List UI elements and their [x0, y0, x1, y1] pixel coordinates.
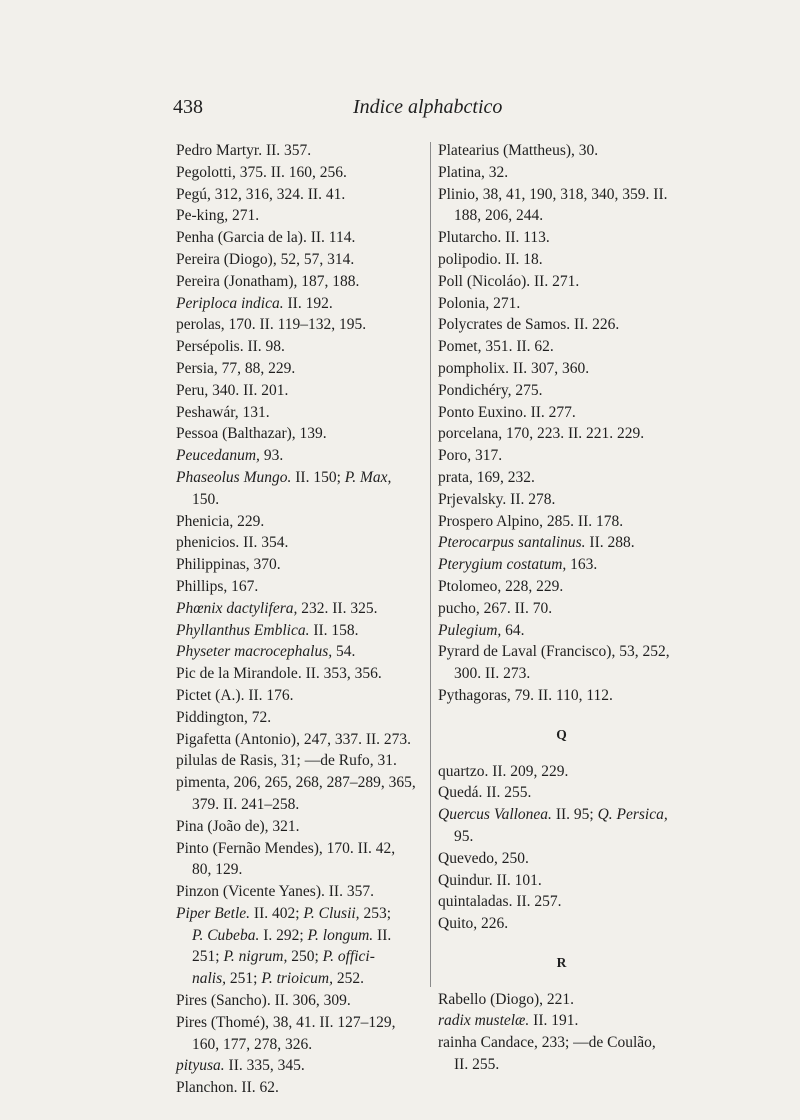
index-entry-text: Pic de la Mirandole. II. 353, 356. [176, 665, 382, 683]
index-entry-text: phenicios. II. 354. [176, 534, 289, 552]
index-entry [438, 402, 686, 424]
index-entry [438, 804, 686, 848]
index-entry-text: Persia, 77, 88, 229. [176, 359, 296, 377]
index-entry-text: Quevedo, 250. [438, 849, 529, 867]
index-entry [438, 761, 686, 783]
index-entry-text: Platearius (Mattheus), 30. [438, 142, 599, 159]
index-entry [438, 380, 686, 402]
index-entry [438, 620, 686, 642]
index-entry-text: Periploca indica. II. 192. [176, 294, 333, 312]
index-entry [438, 891, 686, 913]
index-entry [176, 729, 424, 751]
index-entry-text: Pigafetta (Antonio), 247, 337. II. 273. [176, 730, 412, 748]
index-entry [438, 848, 686, 870]
index-entry [176, 184, 424, 206]
index-entry-text: polipodio. II. 18. [438, 250, 543, 268]
index-entry-text: Pereira (Diogo), 52, 57, 314. [176, 250, 355, 268]
index-entry-text: Pinto (Fernão Mendes), 170. II. 42, 80, 129. [176, 839, 396, 879]
index-entry [438, 293, 686, 315]
index-entry [176, 881, 424, 903]
index-entry-text: pimenta, 206, 265, 268, 287–289, 365, 379. II. 241–258. [176, 774, 416, 813]
index-entry [176, 750, 424, 772]
index-entry [438, 489, 686, 511]
index-entry [176, 249, 424, 271]
index-entry-text: Ptolomeo, 228, 229. [438, 577, 564, 595]
running-head [0, 96, 800, 126]
index-entry [176, 1055, 424, 1077]
index-entry-text: Phyllanthus Emblica. II. 158. [176, 621, 359, 639]
index-entry-text: Pereira (Jonatham), 187, 188. [176, 272, 360, 290]
index-entry [176, 532, 424, 554]
index-entry-text: Piper Betle. II. 402; P. Clusii, 253; P. Cubeba. I. 292; P. longum. II. 251; P. nigrum, 250; P. offici- nalis, 251; P. trioicum, 252. [176, 904, 392, 988]
index-entry [438, 576, 686, 598]
index-entry [176, 162, 424, 184]
index-entry [438, 870, 686, 892]
index-entry [176, 1012, 424, 1056]
index-entry [176, 271, 424, 293]
index-entry-text: Phaseolus Mungo. II. 150; P. Max, 150. [176, 468, 392, 508]
section-letter-q: Q [556, 726, 568, 742]
index-entry [438, 467, 686, 489]
index-entry-text: Pires (Thomé), 38, 41. II. 127–129, 160, 177, 278, 326. [176, 1013, 396, 1053]
index-entry [438, 554, 686, 576]
index-list-p [438, 140, 686, 707]
index-entry-text: Plinio, 38, 41, 190, 318, 340, 359. II. 188, 206, 244. [438, 185, 668, 225]
index-entry-text: Piddington, 72. [176, 708, 272, 726]
index-entry-text: Peucedanum, 93. [176, 447, 284, 465]
index-entry [438, 782, 686, 804]
index-entry-text: Pinzon (Vicente Yanes). II. 357. [176, 883, 374, 901]
index-entry-text: quartzo. II. 209, 229. [438, 762, 569, 780]
index-list-q [438, 761, 686, 935]
index-entry-text: Phillips, 167. [176, 577, 259, 595]
index-entry [438, 989, 686, 1011]
index-entry-text: pityusa. II. 335, 345. [176, 1057, 305, 1075]
index-entry-text: Pegolotti, 375. II. 160, 256. [176, 163, 347, 181]
index-entry [176, 576, 424, 598]
index-entry-text: Quito, 226. [438, 915, 509, 933]
index-entry-text: perolas, 170. II. 119–132, 195. [176, 316, 367, 334]
index-entry [176, 467, 424, 511]
index-entry [176, 314, 424, 336]
index-entry [438, 532, 686, 554]
index-entry [438, 358, 686, 380]
index-entry [176, 293, 424, 315]
index-entry [176, 772, 424, 816]
index-entry-text: quintaladas. II. 257. [438, 893, 562, 911]
index-entry [438, 423, 686, 445]
index-entry-text: pompholix. II. 307, 360. [438, 359, 590, 377]
index-entry [176, 227, 424, 249]
page-number: 438 [173, 96, 203, 118]
index-entry [176, 1077, 424, 1099]
index-entry [176, 336, 424, 358]
index-entry [176, 205, 424, 227]
index-entry [438, 227, 686, 249]
index-entry [438, 336, 686, 358]
index-entry [176, 380, 424, 402]
index-entry-text: Pondichéry, 275. [438, 381, 543, 399]
index-entry-text: Phenicia, 229. [176, 512, 265, 530]
index-entry [176, 816, 424, 838]
section-letter-r: R [556, 954, 568, 970]
index-entry-text: Rabello (Diogo), 221. [438, 990, 575, 1008]
index-entry-text: rainha Candace, 233; —de Coulão, II. 255. [438, 1034, 656, 1074]
index-entry-text: Platina, 32. [438, 163, 509, 181]
index-entry [438, 641, 686, 685]
index-entry [438, 314, 686, 336]
index-entry-text: pucho, 267. II. 70. [438, 599, 553, 617]
index-entry-text: Quercus Vallonea. II. 95; Q. Persica, 95. [438, 806, 668, 845]
index-entry [176, 402, 424, 424]
index-entry [176, 554, 424, 576]
index-entry [438, 162, 686, 184]
index-entry-text: Pina (João de), 321. [176, 817, 300, 835]
index-entry-text: Philippinas, 370. [176, 556, 281, 574]
index-entry [176, 511, 424, 533]
index-entry-text: Phœnix dactylifera, 232. II. 325. [176, 599, 378, 617]
index-entry-text: Poll (Nicoláo). II. 271. [438, 272, 580, 290]
index-entry-text: Pires (Sancho). II. 306, 309. [176, 992, 351, 1010]
index-entry-text: Pegú, 312, 316, 324. II. 41. [176, 185, 346, 203]
index-entry-text: Physeter macrocephalus, 54. [176, 643, 356, 661]
index-entry-text: Prjevalsky. II. 278. [438, 490, 556, 508]
index-entry [176, 990, 424, 1012]
column-divider [430, 142, 431, 987]
index-entry-text: Pessoa (Balthazar), 139. [176, 425, 327, 443]
index-entry [176, 707, 424, 729]
index-entry-text: Pyrard de Laval (Francisco), 53, 252, 300. II. 273. [438, 643, 670, 683]
index-entry [438, 249, 686, 271]
index-entry-text: Pedro Martyr. II. 357. [176, 142, 312, 159]
index-entry-text: Plutarcho. II. 113. [438, 229, 550, 247]
index-entry-text: Polonia, 271. [438, 294, 521, 312]
index-entry-text: Planchon. II. 62. [176, 1079, 279, 1097]
index-entry-text: Pythagoras, 79. II. 110, 112. [438, 686, 613, 704]
index-entry [176, 903, 424, 990]
index-entry [176, 140, 424, 162]
index-entry-text: Persépolis. II. 98. [176, 338, 285, 356]
index-entry [176, 423, 424, 445]
index-list-r [438, 989, 686, 1076]
index-entry [438, 1032, 686, 1076]
index-column-right [438, 140, 686, 1076]
index-entry [176, 685, 424, 707]
index-entry [438, 140, 686, 162]
index-entry-text: Pterygium costatum, 163. [438, 556, 598, 574]
index-entry-text: Quedá. II. 255. [438, 784, 532, 802]
index-entry [176, 445, 424, 467]
page-title: Indice alphabctico [353, 96, 503, 118]
index-entry [438, 598, 686, 620]
index-entry-text: Quindur. II. 101. [438, 871, 542, 889]
index-entry-text: Pulegium, 64. [438, 621, 525, 639]
index-entry-text: Peshawár, 131. [176, 403, 270, 421]
index-entry-text: porcelana, 170, 223. II. 221. 229. [438, 425, 645, 443]
index-entry-text: Peru, 340. II. 201. [176, 381, 289, 399]
index-entry-text: Pe-king, 271. [176, 207, 260, 225]
index-entry-text: Penha (Garcia de la). II. 114. [176, 229, 356, 247]
index-entry [176, 598, 424, 620]
index-entry-text: prata, 169, 232. [438, 468, 535, 486]
index-entry [438, 685, 686, 707]
index-entry [176, 620, 424, 642]
index-entry [176, 641, 424, 663]
index-entry-text: Ponto Euxino. II. 277. [438, 403, 576, 421]
index-entry [176, 663, 424, 685]
index-entry [176, 838, 424, 882]
index-entry-text: Prospero Alpino, 285. II. 178. [438, 512, 624, 530]
index-entry [438, 445, 686, 467]
index-entry [438, 271, 686, 293]
index-entry-text: Pomet, 351. II. 62. [438, 338, 554, 356]
index-entry [438, 511, 686, 533]
index-entry-text: Pictet (A.). II. 176. [176, 686, 294, 704]
index-entry [176, 358, 424, 380]
index-entry [438, 184, 686, 228]
index-entry-text: Polycrates de Samos. II. 226. [438, 316, 620, 334]
index-entry-text: radix mustelæ. II. 191. [438, 1012, 579, 1030]
index-entry [438, 1010, 686, 1032]
index-column-left [176, 140, 424, 1099]
index-entry-text: Pterocarpus santalinus. II. 288. [438, 534, 635, 552]
index-entry-text: Poro, 317. [438, 447, 503, 465]
index-entry [438, 913, 686, 935]
index-entry-text: pilulas de Rasis, 31; —de Rufo, 31. [176, 752, 397, 770]
